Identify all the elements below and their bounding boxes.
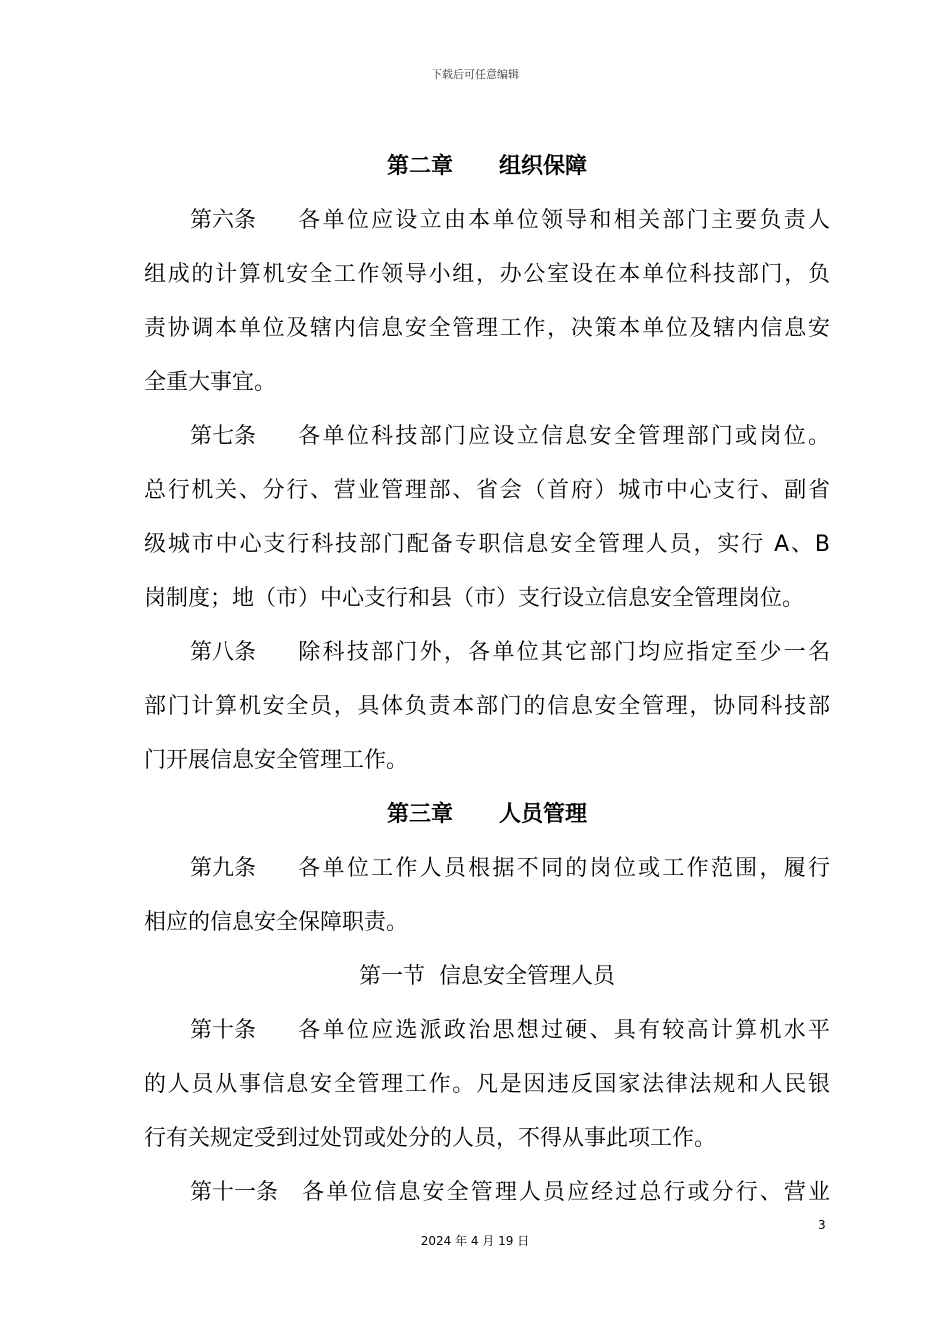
article-label: 第八条	[190, 640, 257, 665]
article-9-line-2: 相应的信息安全保障职责。	[144, 910, 409, 935]
section-title: 信息安全管理人员	[439, 964, 616, 989]
article-label: 第七条	[190, 424, 257, 449]
chapter-title: 组织保障	[499, 154, 588, 179]
article-text: 各单位应设立由本单位领导和相关部门主要负责人	[296, 208, 830, 233]
chapter-label: 第三章	[386, 802, 453, 827]
article-11-line-1	[144, 1166, 830, 1220]
article-8-line-2: 部门计算机安全员，具体负责本部门的信息安全管理，协同科技部	[144, 694, 830, 719]
chapter-heading-3	[144, 788, 830, 842]
article-6-line-2: 组成的计算机安全工作领导小组，办公室设在本单位科技部门，负	[144, 262, 830, 287]
article-label: 第六条	[190, 208, 257, 233]
section-heading-1	[144, 950, 830, 1004]
article-label: 第十一条	[190, 1180, 279, 1205]
article-text: 各单位信息安全管理人员应经过总行或分行、营业	[300, 1180, 830, 1205]
document-body	[144, 140, 830, 1220]
article-text: 除科技部门外，各单位其它部门均应指定至少一名	[296, 640, 830, 665]
article-label: 第十条	[190, 1018, 257, 1043]
page-number: 3	[818, 1218, 826, 1232]
article-6-line-4: 全重大事宜。	[144, 370, 277, 395]
article-10-line-3: 行有关规定受到过处罚或处分的人员，不得从事此项工作。	[144, 1126, 717, 1151]
page-footer-date: 2024 年 4 月 19 日	[420, 1234, 530, 1248]
article-7-line-4: 岗制度；地（市）中心支行和县（市）支行设立信息安全管理岗位。	[144, 586, 805, 611]
article-6-line-3: 责协调本单位及辖内信息安全管理工作，决策本单位及辖内信息安	[144, 316, 830, 341]
article-7-line-2: 总行机关、分行、营业管理部、省会（首府）城市中心支行、副省	[144, 478, 830, 503]
article-9-line-1	[144, 842, 830, 896]
article-7-line-1	[144, 410, 830, 464]
article-8-line-3: 门开展信息安全管理工作。	[144, 748, 409, 773]
article-text: 各单位工作人员根据不同的岗位或工作范围，履行	[296, 856, 830, 881]
article-label: 第九条	[190, 856, 257, 881]
chapter-label: 第二章	[386, 154, 453, 179]
article-7-line-3: 级城市中心支行科技部门配备专职信息安全管理人员，实行 A、B	[144, 532, 830, 557]
page-header: 下载后可任意编辑	[431, 68, 519, 81]
section-label: 第一节	[358, 964, 425, 989]
article-10-line-1	[144, 1004, 830, 1058]
article-text: 各单位应选派政治思想过硬、具有较高计算机水平	[296, 1018, 830, 1043]
chapter-heading-2	[144, 140, 830, 194]
article-6-line-1	[144, 194, 830, 248]
article-text: 各单位科技部门应设立信息安全管理部门或岗位。	[296, 424, 830, 449]
article-10-line-2: 的人员从事信息安全管理工作。凡是因违反国家法律法规和人民银	[144, 1072, 830, 1097]
article-8-line-1	[144, 626, 830, 680]
chapter-title: 人员管理	[499, 802, 588, 827]
